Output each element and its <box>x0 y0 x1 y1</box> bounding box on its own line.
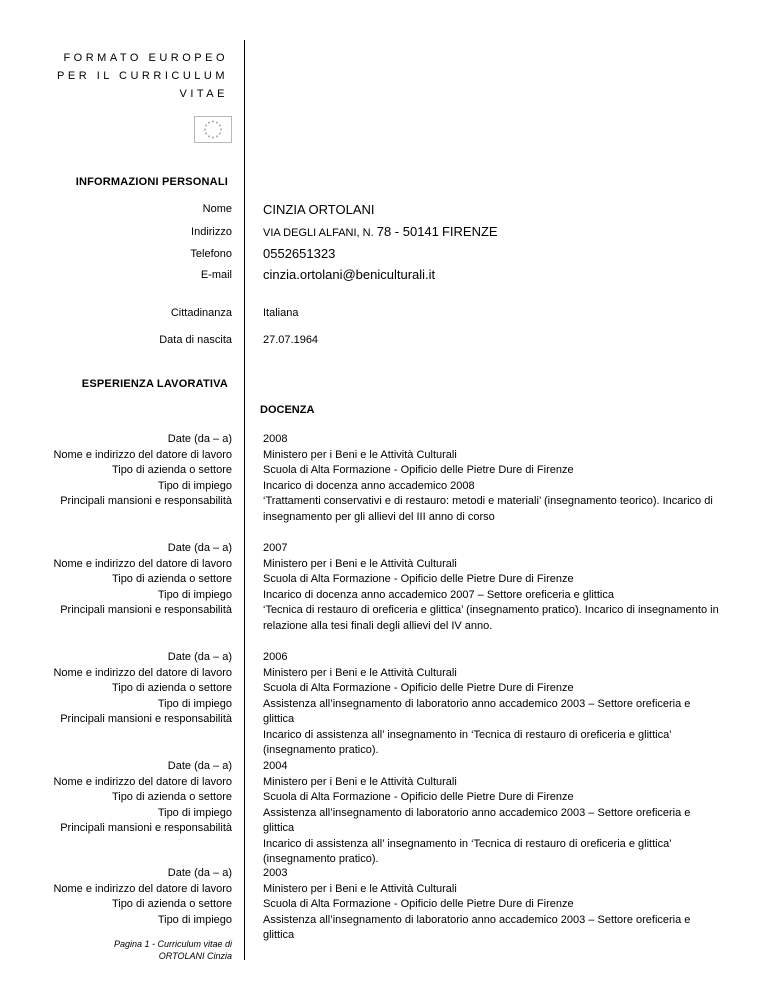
job-duties: Incarico di assistenza all’ insegnamento in ‘Tecnica di restauro di oreficeria e glittica’ (insegnamento pratico). <box>263 837 672 865</box>
cv-title-line3: VITAE <box>179 88 228 100</box>
job-employment-type: Assistenza all’insegnamento di laboratorio anno accademico 2003 – Settore oreficeria e glittica <box>263 913 691 941</box>
job-employment-type: Incarico di docenza anno accademico 2008 <box>263 479 475 492</box>
job-company-type: Scuola di Alta Formazione - Opificio delle Pietre Dure di Firenze <box>263 791 574 803</box>
label-company-type: Tipo di azienda o settore <box>111 898 232 910</box>
job-employer: Ministero per i Beni e le Attività Culturali <box>263 557 457 570</box>
job-entry <box>263 866 723 944</box>
job-company-type: Scuola di Alta Formazione - Opificio delle Pietre Dure di Firenze <box>263 464 574 476</box>
job-company-type: Scuola di Alta Formazione - Opificio delle Pietre Dure di Firenze <box>263 573 574 585</box>
job-labels <box>53 759 232 837</box>
section-work-experience: ESPERIENZA LAVORATIVA <box>81 378 228 390</box>
job-duties: ‘Tecnica di restauro di oreficeria e glittica’ (insegnamento pratico). Incarico di insegnamento in relazione alla tesi finali degli allievi del IV anno. <box>263 604 719 632</box>
page-footer <box>114 938 232 962</box>
job-labels <box>53 650 232 728</box>
label-employment-type: Tipo di impiego <box>157 913 232 926</box>
citizenship-value: Italiana <box>263 307 299 319</box>
cv-title-line2: PER IL CURRICULUM <box>57 70 228 82</box>
label-employer: Nome e indirizzo del datore di lavoro <box>53 666 232 679</box>
label-employment-type: Tipo di impiego <box>157 479 232 492</box>
label-dates: Date (da – a) <box>167 760 232 772</box>
cv-title-line1: FORMATO EUROPEO <box>63 52 228 64</box>
label-employment-type: Tipo di impiego <box>157 697 232 710</box>
job-dates: 2006 <box>263 651 288 663</box>
label-duties: Principali mansioni e responsabilità <box>60 604 232 616</box>
job-entry <box>263 650 723 759</box>
birthdate-value: 27.07.1964 <box>263 334 319 346</box>
job-employer: Ministero per i Beni e le Attività Culturali <box>263 666 457 679</box>
job-dates: 2008 <box>263 433 288 445</box>
job-duties: Incarico di assistenza all’ insegnamento in ‘Tecnica di restauro di oreficeria e glittica’ (insegnamento pratico). <box>263 728 672 756</box>
name-value: CINZIA ORTOLANI <box>263 202 375 217</box>
job-labels <box>53 432 232 510</box>
label-duties: Principali mansioni e responsabilità <box>60 822 232 834</box>
email-value[interactable]: cinzia.ortolani@beniculturali.it <box>263 267 436 282</box>
label-company-type: Tipo di azienda o settore <box>111 682 232 694</box>
label-company-type: Tipo di azienda o settore <box>111 791 232 803</box>
birthdate-label: Data di nascita <box>159 334 232 346</box>
footer-line2: ORTOLANI Cinzia <box>158 951 232 961</box>
job-employment-type: Assistenza all’insegnamento di laboratorio anno accademico 2003 – Settore oreficeria e glittica <box>263 806 691 834</box>
job-company-type: Scuola di Alta Formazione - Opificio delle Pietre Dure di Firenze <box>263 682 574 694</box>
job-labels <box>53 541 232 619</box>
column-divider <box>244 40 245 960</box>
job-dates: 2003 <box>263 867 288 879</box>
label-employment-type: Tipo di impiego <box>157 806 232 819</box>
label-dates: Date (da – a) <box>167 867 232 879</box>
job-employment-type: Incarico di docenza anno accademico 2007 – Settore oreficeria e glittica <box>263 588 614 601</box>
job-entry <box>263 759 723 868</box>
job-duties: ‘Trattamenti conservativi e di restauro: metodi e materiali’ (insegnamento teorico). Incarico di insegnamento per gli allievi del III anno di corso <box>263 495 713 523</box>
job-entry <box>263 541 723 634</box>
job-dates: 2007 <box>263 542 288 554</box>
job-employer: Ministero per i Beni e le Attività Culturali <box>263 775 457 788</box>
label-employer: Nome e indirizzo del datore di lavoro <box>53 557 232 570</box>
label-duties: Principali mansioni e responsabilità <box>60 495 232 507</box>
eu-flag-icon <box>194 116 232 143</box>
label-company-type: Tipo di azienda o settore <box>111 573 232 585</box>
label-employer: Nome e indirizzo del datore di lavoro <box>53 448 232 461</box>
phone-value: 0552651323 <box>263 246 336 261</box>
label-dates: Date (da – a) <box>167 542 232 554</box>
citizenship-label: Cittadinanza <box>170 307 232 319</box>
job-labels <box>53 866 232 928</box>
job-employment-type: Assistenza all’insegnamento di laboratorio anno accademico 2003 – Settore oreficeria e glittica <box>263 697 691 725</box>
section-personal-info: INFORMAZIONI PERSONALI <box>75 176 228 188</box>
job-employer: Ministero per i Beni e le Attività Culturali <box>263 448 457 461</box>
subsection-docenza: DOCENZA <box>260 404 315 416</box>
label-dates: Date (da – a) <box>167 651 232 663</box>
address-value: VIA DEGLI ALFANI, N. 78 - 50141 FIRENZE <box>263 224 498 239</box>
job-company-type: Scuola di Alta Formazione - Opificio delle Pietre Dure di Firenze <box>263 898 574 910</box>
label-duties: Principali mansioni e responsabilità <box>60 713 232 725</box>
address-label: Indirizzo <box>191 226 232 238</box>
job-employer: Ministero per i Beni e le Attività Culturali <box>263 882 457 895</box>
label-employment-type: Tipo di impiego <box>157 588 232 601</box>
label-dates: Date (da – a) <box>167 433 232 445</box>
phone-label: Telefono <box>190 248 232 260</box>
label-employer: Nome e indirizzo del datore di lavoro <box>53 882 232 895</box>
job-dates: 2004 <box>263 760 288 772</box>
job-entry <box>263 432 723 525</box>
label-employer: Nome e indirizzo del datore di lavoro <box>53 775 232 788</box>
name-label: Nome <box>202 203 232 215</box>
footer-line1: Pagina 1 - Curriculum vitae di <box>113 939 232 949</box>
email-label: E-mail <box>200 269 232 281</box>
label-company-type: Tipo di azienda o settore <box>111 464 232 476</box>
